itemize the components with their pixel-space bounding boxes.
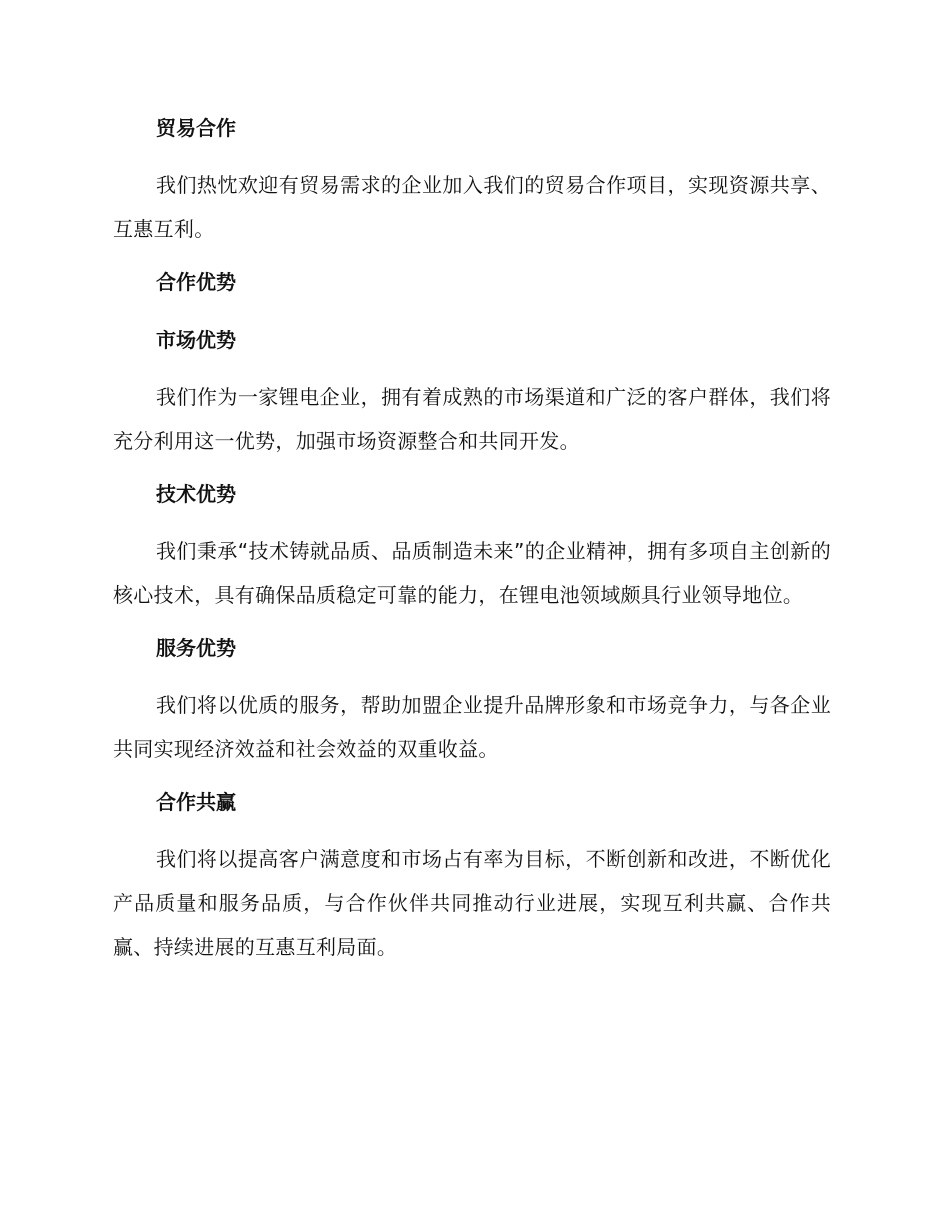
section-heading-technology-advantage: 技术优势 <box>156 482 236 506</box>
section-paragraph-win-win-cooperation: 我们将以提高客户满意度和市场占有率为目标，不断创新和改进，不断优化产品质量和服务品质，与合作伙伴共同推动行业进展，实现互利共赢、合作共赢、持续进展的互惠互利局面。 <box>113 847 831 959</box>
section-heading-service-advantage: 服务优势 <box>156 636 236 660</box>
section-paragraph-trade-cooperation: 我们热忱欢迎有贸易需求的企业加入我们的贸易合作项目，实现资源共享、互惠互利。 <box>113 173 831 241</box>
section-heading-cooperation-advantages: 合作优势 <box>156 270 236 294</box>
document-body <box>113 112 831 969</box>
section-paragraph-technology-advantage: 我们秉承“技术铸就品质、品质制造未来”的企业精神，拥有多项自主创新的核心技术，具有确保品质稳定可靠的能力，在锂电池领域颇具行业领导地位。 <box>113 539 831 607</box>
section-paragraph-service-advantage: 我们将以优质的服务，帮助加盟企业提升品牌形象和市场竞争力，与各企业共同实现经济效益和社会效益的双重收益。 <box>113 693 831 761</box>
section-heading-market-advantage: 市场优势 <box>156 328 236 352</box>
section-paragraph-market-advantage: 我们作为一家锂电企业，拥有着成熟的市场渠道和广泛的客户群体，我们将充分利用这一优势，加强市场资源整合和共同开发。 <box>113 385 831 453</box>
section-heading-win-win-cooperation: 合作共赢 <box>156 790 236 814</box>
section-heading-trade-cooperation: 贸易合作 <box>156 116 236 140</box>
